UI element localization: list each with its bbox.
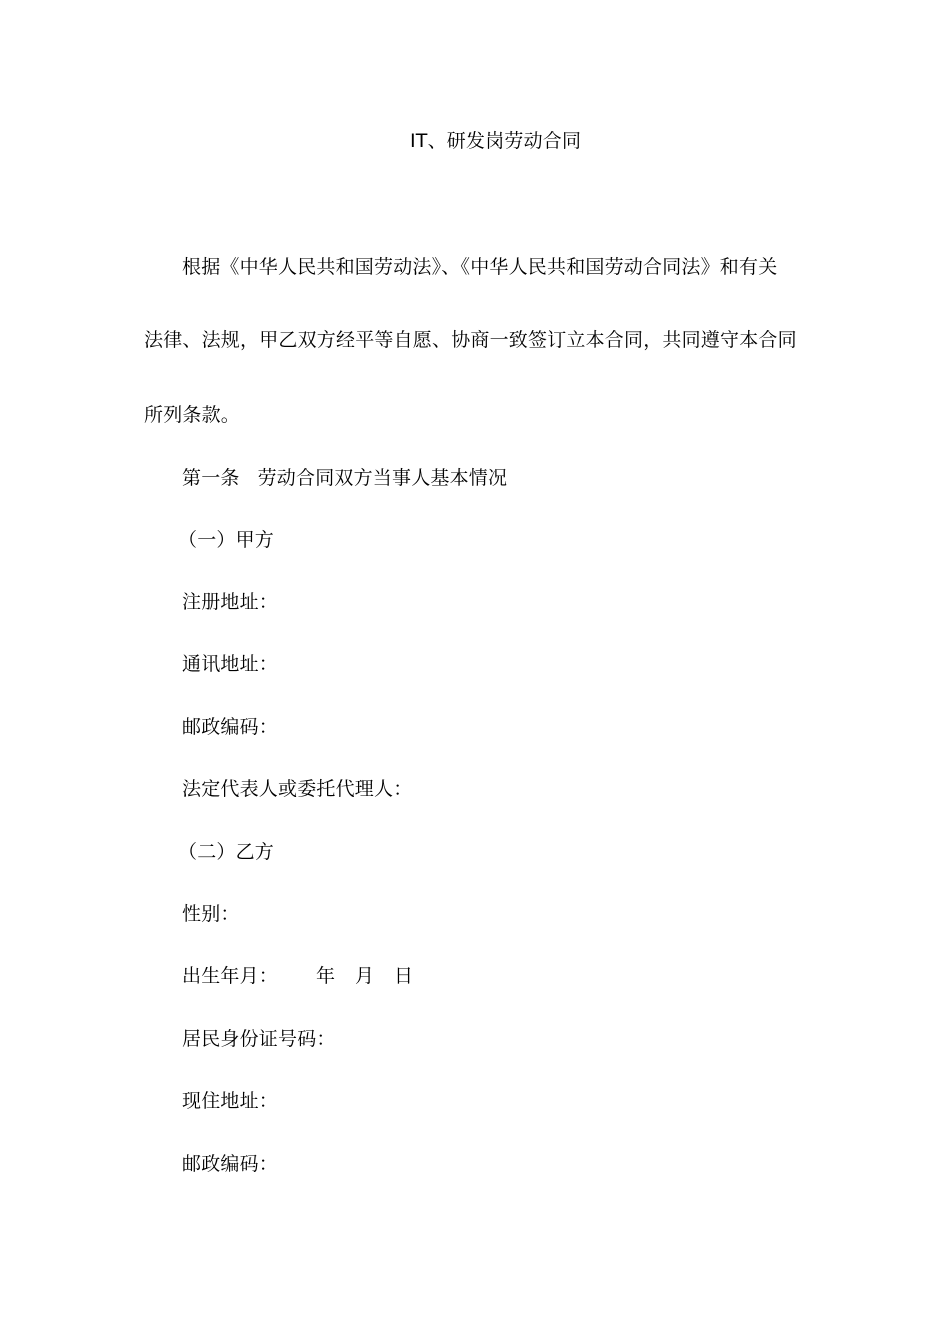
birth-month-unit: 月 bbox=[355, 965, 375, 987]
document-title: IT、研发岗劳动合同 bbox=[410, 130, 582, 152]
party-a-registered-address-label: 注册地址： bbox=[182, 591, 279, 613]
party-a-legal-representative-label: 法定代表人或委托代理人： bbox=[182, 778, 413, 800]
party-b-birth-date-row bbox=[182, 964, 414, 988]
party-a-postcode-label: 邮政编码： bbox=[182, 716, 279, 738]
intro-paragraph-line-3: 所列条款。 bbox=[144, 404, 241, 426]
birth-year-unit: 年 bbox=[316, 965, 336, 987]
party-b-postcode-label: 邮政编码： bbox=[182, 1153, 279, 1175]
party-b-birth-date-label: 出生年月： bbox=[182, 965, 279, 987]
party-a-heading: （一）甲方 bbox=[178, 529, 275, 551]
party-b-id-number-label: 居民身份证号码： bbox=[182, 1028, 336, 1050]
article-1-title: 劳动合同双方当事人基本情况 bbox=[257, 467, 508, 489]
party-b-gender-label: 性别： bbox=[182, 903, 240, 925]
party-b-heading: （二）乙方 bbox=[178, 841, 275, 863]
birth-day-unit: 日 bbox=[394, 965, 414, 987]
article-1-number: 第一条 bbox=[182, 467, 240, 489]
intro-paragraph-line-2: 法律、法规，甲乙双方经平等自愿、协商一致签订立本合同，共同遵守本合同 bbox=[144, 329, 797, 351]
intro-paragraph-line-1: 根据《中华人民共和国劳动法》、《中华人民共和国劳动合同法》和有关 bbox=[182, 256, 778, 278]
party-a-mailing-address-label: 通讯地址： bbox=[182, 653, 279, 675]
article-1-heading bbox=[182, 466, 507, 490]
party-b-current-address-label: 现住地址： bbox=[182, 1090, 279, 1112]
